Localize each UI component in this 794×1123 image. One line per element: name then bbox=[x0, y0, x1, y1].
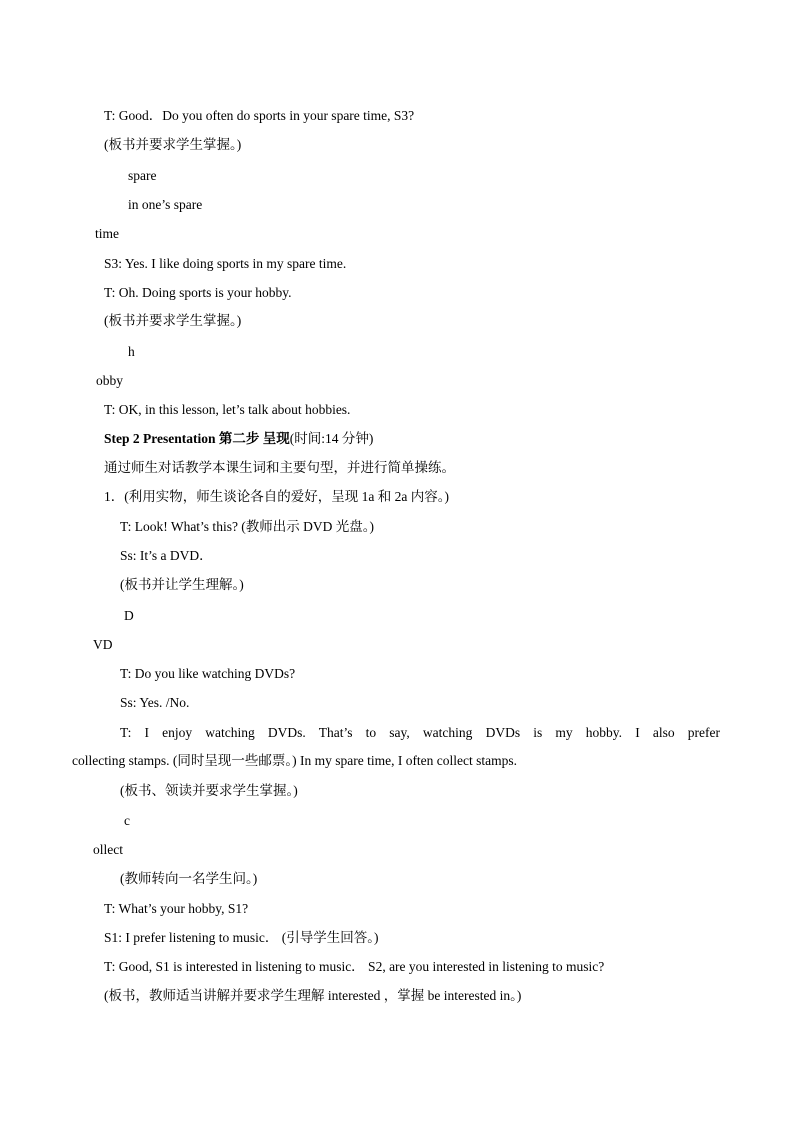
board-note: (板书并让学生理解。) bbox=[120, 577, 244, 592]
dialogue-line: Ss: Yes. /No. bbox=[120, 695, 190, 710]
vocab-fragment: obby bbox=[96, 373, 123, 388]
dialogue-line: Ss: It’s a DVD． bbox=[120, 548, 213, 563]
step-description: 通过师生对话教学本课生词和主要句型，并进行简单操练。 bbox=[104, 460, 455, 475]
dialogue-line: S3: Yes. I like doing sports in my spare time. bbox=[104, 256, 347, 271]
dialogue-line: T: Good．Do you often do sports in your spare time, S3? bbox=[104, 108, 415, 123]
dialogue-line-continued: collecting stamps. (同时呈现一些邮票。) In my spare time, I often collect stamps. bbox=[72, 753, 518, 768]
vocab-fragment: c bbox=[124, 813, 130, 828]
vocab-fragment: VD bbox=[93, 637, 113, 652]
board-note: (板书，教师适当讲解并要求学生理解 interested ，掌握 be interested in。) bbox=[104, 988, 522, 1003]
dialogue-line: T: What’s your hobby, S1? bbox=[104, 901, 249, 916]
dialogue-line: S1: I prefer listening to music． (引导学生回答。) bbox=[104, 930, 379, 945]
vocab-fragment: ollect bbox=[93, 842, 123, 857]
dialogue-line: T: Do you like watching DVDs? bbox=[120, 666, 296, 681]
step-time: (时间:14 分钟) bbox=[289, 431, 374, 446]
vocab-fragment: h bbox=[128, 344, 135, 359]
dialogue-line: T: Good, S1 is interested in listening to music． S2, are you interested in listening to music? bbox=[104, 959, 605, 974]
vocab-fragment: time bbox=[95, 226, 119, 241]
vocab-fragment: in one’s spare bbox=[128, 197, 203, 212]
vocab-fragment: D bbox=[124, 608, 134, 623]
board-note: (板书并要求学生掌握。) bbox=[104, 137, 242, 152]
dialogue-line: T: OK, in this lesson, let’s talk about hobbies. bbox=[104, 402, 351, 417]
vocab-fragment: spare bbox=[128, 168, 157, 183]
dialogue-line: T: Look! What’s this? (教师出示 DVD 光盘。) bbox=[120, 519, 375, 534]
dialogue-line: T: I enjoy watching DVDs. That’s to say, watching DVDs is my hobby. I also prefer bbox=[120, 725, 720, 740]
board-note: (板书并要求学生掌握。) bbox=[104, 313, 242, 328]
numbered-item: 1．(利用实物，师生谈论各自的爱好，呈现 1a 和 2a 内容。) bbox=[104, 489, 449, 504]
step-heading bbox=[104, 430, 373, 448]
teacher-note: (教师转向一名学生问。) bbox=[120, 871, 258, 886]
step-title: Step 2 Presentation 第二步 呈现 bbox=[104, 431, 290, 446]
board-note: (板书、领读并要求学生掌握。) bbox=[120, 783, 298, 798]
dialogue-line: T: Oh. Doing sports is your hobby. bbox=[104, 285, 292, 300]
